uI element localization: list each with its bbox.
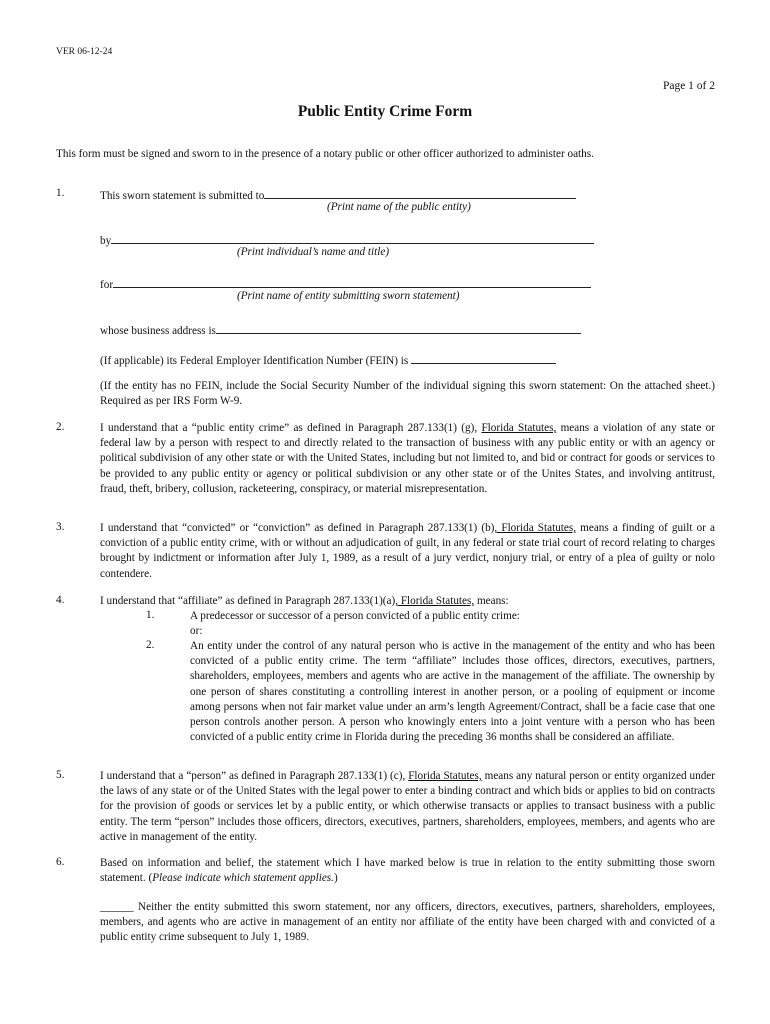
- business-address-field[interactable]: [216, 322, 581, 334]
- section-3-number: 3.: [56, 521, 65, 533]
- public-entity-name-field[interactable]: [264, 187, 576, 199]
- section-2-text-before: I understand that a “public entity crime” as defined in Paragraph 287.133(1) (g),: [100, 422, 482, 434]
- for-row: [100, 276, 591, 291]
- submitting-entity-caption: (Print name of entity submitting sworn statement): [237, 290, 460, 302]
- section-3-text: [100, 521, 715, 582]
- section-6-number: 6.: [56, 856, 65, 868]
- for-label: for: [100, 279, 114, 291]
- section-5-text-before: I understand that a “person” as defined in Paragraph 287.133(1) (c),: [100, 770, 409, 782]
- intro-text: This form must be signed and sworn to in the presence of a notary public or other officer authorized to administer oaths.: [56, 148, 594, 160]
- page-title: Public Entity Crime Form: [297, 103, 473, 120]
- public-entity-caption: (Print name of the public entity): [327, 201, 471, 213]
- section-4-statute: , Florida Statutes,: [395, 595, 475, 607]
- fein-row: [100, 352, 556, 367]
- section-5-text: [100, 769, 715, 845]
- section-6-text-after: ): [333, 872, 338, 885]
- by-label: by: [100, 235, 112, 247]
- section-6-text-before: Based on information and belief, the statement which I have marked below is true in relation to the entity submitting those sworn statement. (: [100, 857, 715, 885]
- by-row: [100, 232, 594, 247]
- section-6-italic-note: Please indicate which statement applies.: [152, 872, 334, 885]
- submitted-to-row: [100, 187, 576, 202]
- section-5-text-after: means any natural person or entity organized under the laws of any state or of the United States with the legal power to enter a binding contract and which bids or applies to bid on contracts for the provision of goods or services let by a public entity, or which otherwise transacts or applies to transact business with a public entity. The term “person” includes those officers, directors, executives, partners, shareholders, employees, members, and agents who are active in management of the entity.: [100, 770, 715, 843]
- section-4-text-before: I understand that “affiliate” as defined in Paragraph 287.133(1)(a): [100, 595, 396, 607]
- section-6-option-1: [100, 900, 715, 946]
- section-3-text-after: means a finding of guilt or a conviction of a public entity crime, with or without an adjudication of guilt, in any federal or state trial court of record relating to charges brought by indictment or information after July 1, 1989, as a result of a jury verdict, nonjury trial, or entry of a plea of guilty or nolo contendere.: [100, 522, 715, 580]
- section-4-text: [100, 594, 715, 609]
- address-label: whose business address is: [100, 325, 216, 337]
- submitted-to-label: This sworn statement is submitted to: [100, 190, 265, 202]
- section-3-text-before: I understand that “convicted” or “conviction” as defined in Paragraph 287.133(1) (b): [100, 522, 495, 534]
- section-4-item-2-number: 2.: [146, 639, 155, 651]
- section-5-statute: Florida Statutes,: [408, 770, 482, 782]
- section-4-or-text: or:: [190, 625, 203, 637]
- section-1-number: 1.: [56, 187, 65, 199]
- individual-name-title-field[interactable]: [111, 232, 594, 244]
- section-2-number: 2.: [56, 421, 65, 433]
- section-4-text-after: means:: [474, 595, 509, 607]
- section-4-item-1-number: 1.: [146, 609, 155, 621]
- section-6-option-1-checkline[interactable]: ______: [100, 901, 134, 913]
- address-row: [100, 322, 581, 337]
- section-5-number: 5.: [56, 769, 65, 781]
- fein-field[interactable]: [411, 352, 556, 364]
- fein-label: (If applicable) its Federal Employer Identification Number (FEIN) is: [100, 355, 409, 367]
- section-6-option-1-text: Neither the entity submitted this sworn statement, nor any officers, directors, executives, partners, shareholders, employees, members, and agents who are active in management of an entity nor affiliate of the entity have been charged with and convicted of a public entity crime subsequent to July 1, 1989.: [100, 901, 715, 944]
- section-2-text: [100, 421, 715, 497]
- section-4-item-1-text: A predecessor or successor of a person convicted of a public entity crime:: [190, 610, 520, 622]
- section-6-text: [100, 856, 715, 886]
- section-4-item-2-text: An entity under the control of any natural person who is active in the management of the entity and who has been convicted of a public entity crime. The term “affiliate” includes those offices, directors, executives, partners, shareholders, employees, members and agents who are active in the management of the affiliate. The ownership by one person of shares constituting a controlling interest in another person, or a pooling of equipment or income among persons when not fair market value under an arm’s length Agreement/Contract, shall be a facie case that one person controls another person. A person who knowingly enters into a joint venture with a person who has been convicted of a public entity crime in Florida during the preceding 36 months shall be considered an affiliate.: [190, 640, 715, 744]
- section-2-statute: Florida Statutes,: [481, 422, 557, 434]
- section-2-text-after: means a violation of any state or federal law by a person with respect to and directly related to the transaction of business with any public entity or with an agency or political subdivision of any other state or with the United States, including but not limited to, and bid or contract for goods or services to be provided to any public entity or agency or political subdivision or any other state or of the Unites States, and involving antitrust, fraud, theft, bribery, collusion, racketeering, conspiracy, or material misrepresentation.: [100, 422, 715, 495]
- section-3-statute: , Florida Statutes,: [494, 522, 577, 534]
- fein-note: (If the entity has no FEIN, include the Social Security Number of the individual signing this sworn statement: On the attached sheet.) Required as per IRS Form W-9.: [100, 380, 715, 408]
- section-4-number: 4.: [56, 594, 65, 606]
- individual-name-caption: (Print individual’s name and title): [237, 246, 390, 258]
- version-label: VER 06-12-24: [56, 47, 113, 57]
- submitting-entity-field[interactable]: [113, 276, 591, 288]
- page-indicator: Page 1 of 2: [662, 80, 715, 92]
